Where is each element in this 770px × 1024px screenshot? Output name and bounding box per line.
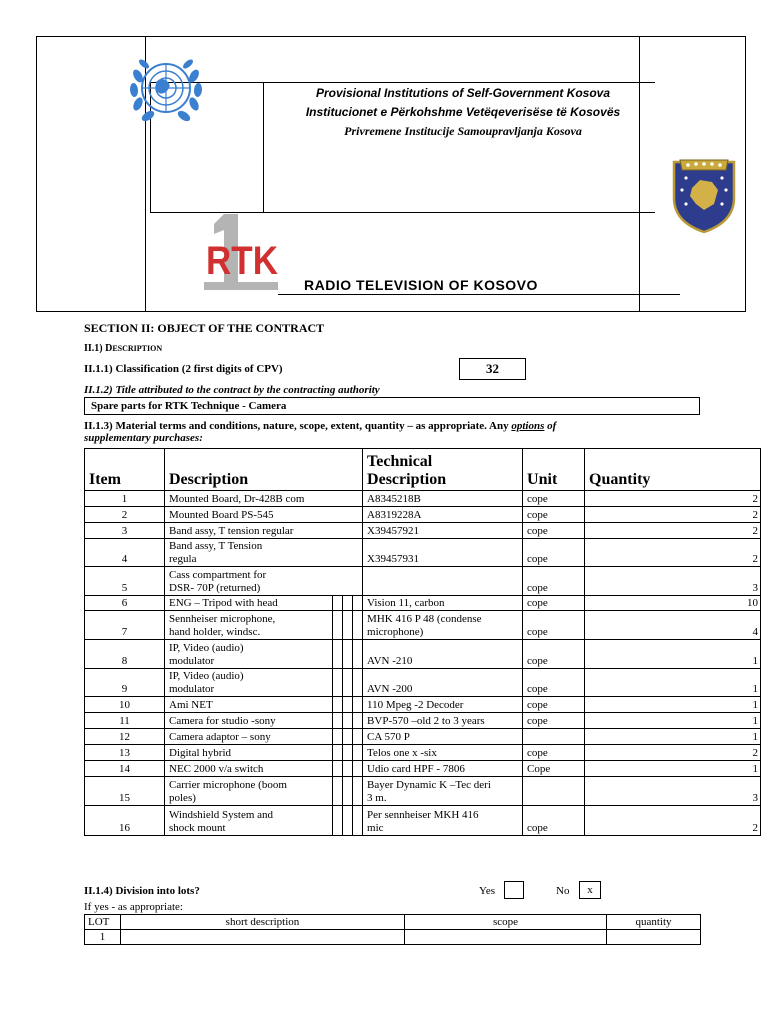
- empty-cell: [343, 596, 353, 611]
- un-emblem-icon: [126, 46, 206, 134]
- empty-cell: [353, 697, 363, 713]
- table-row: [85, 806, 761, 836]
- empty-cell: [333, 640, 343, 669]
- item-unit: [523, 777, 585, 806]
- lots-table: [84, 914, 701, 945]
- item-number: 5: [85, 567, 165, 596]
- item-technical-line: Per sennheiser MKH 416: [367, 809, 479, 821]
- item-technical-line: A8345218B: [367, 493, 421, 505]
- item-technical-description: [363, 697, 523, 713]
- item-number: 14: [85, 761, 165, 777]
- table-row: [85, 697, 761, 713]
- item-quantity: 2: [585, 539, 761, 567]
- item-quantity: 2: [585, 507, 761, 523]
- item-unit: cope: [523, 697, 585, 713]
- item-description-line: ENG – Tripod with head: [169, 597, 278, 609]
- item-number: 3: [85, 523, 165, 539]
- item-description-line: shock mount: [169, 822, 226, 834]
- item-technical-description: [363, 729, 523, 745]
- title-label: II.1.2) Title attributed to the contract by the contracting authority: [84, 384, 380, 396]
- rtk-logo: [204, 212, 284, 292]
- item-number: 15: [85, 777, 165, 806]
- item-technical-line: MHK 416 P 48 (condense: [367, 613, 482, 625]
- table-row: [85, 713, 761, 729]
- item-quantity: 1: [585, 640, 761, 669]
- item-technical-description: [363, 761, 523, 777]
- item-description: [165, 745, 333, 761]
- table-row: [85, 669, 761, 697]
- kosovo-coat-of-arms-icon: [668, 154, 740, 234]
- yes-label: Yes: [479, 885, 496, 897]
- item-technical-description: [363, 713, 523, 729]
- item-technical-description: [363, 640, 523, 669]
- table-row: [85, 596, 761, 611]
- item-description-line: Carrier microphone (boom: [169, 779, 287, 791]
- item-unit: cope: [523, 745, 585, 761]
- item-description-line: NEC 2000 v/a switch: [169, 763, 264, 775]
- item-quantity: 1: [585, 729, 761, 745]
- item-number: 1: [85, 491, 165, 507]
- item-description: [165, 567, 363, 596]
- lots-table-row: [85, 930, 701, 945]
- lot-short-description[interactable]: [121, 930, 405, 945]
- item-technical-line: Bayer Dynamic K –Tec deri: [367, 779, 491, 791]
- items-table-header: [85, 449, 761, 491]
- lot-scope[interactable]: [405, 930, 607, 945]
- item-unit: cope: [523, 491, 585, 507]
- empty-cell: [353, 729, 363, 745]
- item-description: [165, 777, 333, 806]
- empty-cell: [333, 697, 343, 713]
- item-quantity: 2: [585, 745, 761, 761]
- item-unit: cope: [523, 640, 585, 669]
- empty-cell: [353, 713, 363, 729]
- empty-cell: [333, 745, 343, 761]
- item-unit: cope: [523, 713, 585, 729]
- item-technical-line: CA 570 P: [367, 731, 410, 743]
- lots-col-scope: scope: [405, 915, 607, 930]
- table-row: [85, 745, 761, 761]
- table-row: [85, 491, 761, 507]
- item-unit: cope: [523, 539, 585, 567]
- description-heading-prefix: II.1) D: [84, 343, 113, 354]
- item-technical-description: [363, 567, 523, 596]
- no-checkbox[interactable]: x: [579, 881, 601, 899]
- empty-cell: [353, 806, 363, 836]
- table-row: [85, 777, 761, 806]
- item-description-line: Camera adaptor – sony: [169, 731, 271, 743]
- item-description-line: Band assy, T Tension: [169, 540, 263, 552]
- item-description-line: Camera for studio -sony: [169, 715, 276, 727]
- institution-names: [268, 84, 658, 141]
- item-description-line: Mounted Board PS-545: [169, 509, 274, 521]
- institution-name-serbian: Privremene Institucije Samoupravljanja Kosova: [344, 124, 582, 138]
- item-number: 4: [85, 539, 165, 567]
- empty-cell: [353, 611, 363, 640]
- table-row: [85, 611, 761, 640]
- item-description-line: modulator: [169, 683, 215, 695]
- col-header-technical: Technical Description: [363, 449, 523, 491]
- contract-title-box: Spare parts for RTK Technique - Camera: [84, 397, 700, 415]
- institution-name-english: Provisional Institutions of Self-Government Kosova: [315, 86, 611, 100]
- item-number: 12: [85, 729, 165, 745]
- empty-cell: [353, 745, 363, 761]
- item-technical-line: Udio card HPF - 7806: [367, 763, 465, 775]
- col-header-description: Description: [165, 449, 363, 491]
- table-row: [85, 523, 761, 539]
- item-number: 2: [85, 507, 165, 523]
- classification-value-box: 32: [459, 358, 526, 380]
- item-unit: cope: [523, 523, 585, 539]
- item-description-line: Ami NET: [169, 699, 213, 711]
- item-description-line: Digital hybrid: [169, 747, 232, 759]
- item-unit: [523, 729, 585, 745]
- classification-label: II.1.1) Classification (2 first digits of CPV): [84, 363, 283, 375]
- table-row: [85, 729, 761, 745]
- item-quantity: 2: [585, 806, 761, 836]
- division-into-lots-label: II.1.4) Division into lots?: [84, 885, 200, 897]
- empty-cell: [353, 669, 363, 697]
- item-unit: cope: [523, 567, 585, 596]
- item-description: [165, 761, 333, 777]
- item-technical-line: 110 Mpeg -2 Decoder: [367, 699, 464, 711]
- empty-cell: [343, 713, 353, 729]
- supplementary-purchases: supplementary purchases:: [84, 432, 203, 444]
- table-row: [85, 507, 761, 523]
- item-description: [165, 596, 333, 611]
- item-description-line: modulator: [169, 655, 215, 667]
- empty-cell: [333, 669, 343, 697]
- item-technical-line: Telos one x -six: [367, 747, 437, 759]
- col-header-item: Item: [85, 449, 165, 491]
- item-technical-description: [363, 523, 523, 539]
- empty-cell: [343, 729, 353, 745]
- item-unit: cope: [523, 806, 585, 836]
- item-quantity: 1: [585, 697, 761, 713]
- item-description-line: IP, Video (audio): [169, 670, 244, 682]
- item-number: 9: [85, 669, 165, 697]
- table-row: [85, 761, 761, 777]
- empty-cell: [343, 669, 353, 697]
- table-row: [85, 539, 761, 567]
- material-terms-text: II.1.3) Material terms and conditions, nature, scope, extent, quantity – as appropriate. Any: [84, 420, 512, 432]
- lots-table-header: [85, 915, 701, 930]
- item-description: [165, 539, 363, 567]
- lots-col-lot: LOT: [85, 915, 121, 930]
- item-number: 11: [85, 713, 165, 729]
- empty-cell: [333, 611, 343, 640]
- item-description-line: DSR- 70P (returned): [169, 582, 261, 594]
- empty-cell: [353, 640, 363, 669]
- empty-cell: [353, 596, 363, 611]
- item-quantity: 2: [585, 491, 761, 507]
- item-unit: cope: [523, 669, 585, 697]
- yes-checkbox[interactable]: [504, 881, 524, 899]
- empty-cell: [353, 761, 363, 777]
- item-description-line: IP, Video (audio): [169, 642, 244, 654]
- empty-cell: [343, 806, 353, 836]
- lots-col-short-description: short description: [121, 915, 405, 930]
- item-description: [165, 669, 333, 697]
- item-technical-description: [363, 491, 523, 507]
- col-header-unit: Unit: [523, 449, 585, 491]
- item-technical-line: A8319228A: [367, 509, 422, 521]
- empty-cell: [333, 729, 343, 745]
- lots-col-quantity: quantity: [607, 915, 701, 930]
- col-header-quantity: Quantity: [585, 449, 761, 491]
- item-technical-description: [363, 596, 523, 611]
- empty-cell: [343, 745, 353, 761]
- item-description-line: regula: [169, 553, 197, 565]
- item-description-line: Cass compartment for: [169, 569, 267, 581]
- item-description: [165, 523, 363, 539]
- table-row: [85, 567, 761, 596]
- item-quantity: 3: [585, 567, 761, 596]
- item-technical-line: AVN -210: [367, 655, 413, 667]
- if-yes-note: If yes - as appropriate:: [84, 901, 183, 913]
- table-row: [85, 640, 761, 669]
- item-description: [165, 611, 333, 640]
- material-terms-paragraph: [84, 420, 700, 444]
- empty-cell: [343, 761, 353, 777]
- item-number: 13: [85, 745, 165, 761]
- item-description: [165, 697, 333, 713]
- item-quantity: 1: [585, 669, 761, 697]
- item-description-line: hand holder, windsc.: [169, 626, 261, 638]
- item-number: 7: [85, 611, 165, 640]
- item-technical-description: [363, 669, 523, 697]
- empty-cell: [333, 713, 343, 729]
- item-description: [165, 729, 333, 745]
- options-underlined: options: [511, 420, 545, 432]
- item-description-line: poles): [169, 792, 196, 804]
- description-heading-rest: ESCRIPTION: [112, 344, 163, 353]
- institution-box-divider: [263, 83, 264, 212]
- lot-number: 1: [85, 930, 121, 945]
- rtk-logo-text: RTK: [206, 239, 279, 283]
- empty-cell: [353, 777, 363, 806]
- item-description-line: Band assy, T tension regular: [169, 525, 294, 537]
- item-quantity: 1: [585, 761, 761, 777]
- rtk-title: RADIO TELEVISION OF KOSOVO: [278, 276, 680, 295]
- item-technical-line: mic: [367, 822, 384, 834]
- item-technical-description: [363, 539, 523, 567]
- item-technical-line: 3 m.: [367, 792, 387, 804]
- item-quantity: 1: [585, 713, 761, 729]
- item-quantity: 4: [585, 611, 761, 640]
- empty-cell: [343, 640, 353, 669]
- item-unit: cope: [523, 611, 585, 640]
- item-technical-description: [363, 806, 523, 836]
- item-description: [165, 806, 333, 836]
- description-heading: [84, 342, 162, 355]
- item-quantity: 10: [585, 596, 761, 611]
- item-technical-description: [363, 507, 523, 523]
- item-number: 10: [85, 697, 165, 713]
- item-technical-description: [363, 777, 523, 806]
- item-technical-line: BVP-570 –old 2 to 3 years: [367, 715, 485, 727]
- empty-cell: [333, 806, 343, 836]
- lot-quantity[interactable]: [607, 930, 701, 945]
- item-unit: Cope: [523, 761, 585, 777]
- empty-cell: [333, 777, 343, 806]
- item-description: [165, 713, 333, 729]
- item-technical-line: X39457921: [367, 525, 419, 537]
- item-description-line: Sennheiser microphone,: [169, 613, 276, 625]
- item-technical-line: AVN -200: [367, 683, 413, 695]
- empty-cell: [343, 777, 353, 806]
- item-unit: cope: [523, 596, 585, 611]
- no-label: No: [556, 885, 570, 897]
- item-description-line: Mounted Board, Dr-428B com: [169, 493, 305, 505]
- item-technical-line: X39457931: [367, 553, 419, 565]
- empty-cell: [333, 596, 343, 611]
- item-technical-description: [363, 745, 523, 761]
- material-terms-of: of: [544, 420, 557, 432]
- item-quantity: 2: [585, 523, 761, 539]
- item-technical-line: microphone): [367, 626, 424, 638]
- item-technical-line: Vision 11, carbon: [367, 597, 445, 609]
- section-title: SECTION II: OBJECT OF THE CONTRACT: [84, 321, 325, 335]
- empty-cell: [343, 697, 353, 713]
- item-number: 16: [85, 806, 165, 836]
- item-technical-description: [363, 611, 523, 640]
- items-table: [84, 448, 761, 836]
- empty-cell: [343, 611, 353, 640]
- institution-name-albanian: Institucionet e Përkohshme Vetëqeverisëse të Kosovës: [305, 105, 621, 119]
- item-number: 8: [85, 640, 165, 669]
- item-description-line: Windshield System and: [169, 809, 274, 821]
- item-description: [165, 491, 363, 507]
- item-description: [165, 507, 363, 523]
- empty-cell: [333, 761, 343, 777]
- item-quantity: 3: [585, 777, 761, 806]
- item-number: 6: [85, 596, 165, 611]
- item-description: [165, 640, 333, 669]
- item-unit: cope: [523, 507, 585, 523]
